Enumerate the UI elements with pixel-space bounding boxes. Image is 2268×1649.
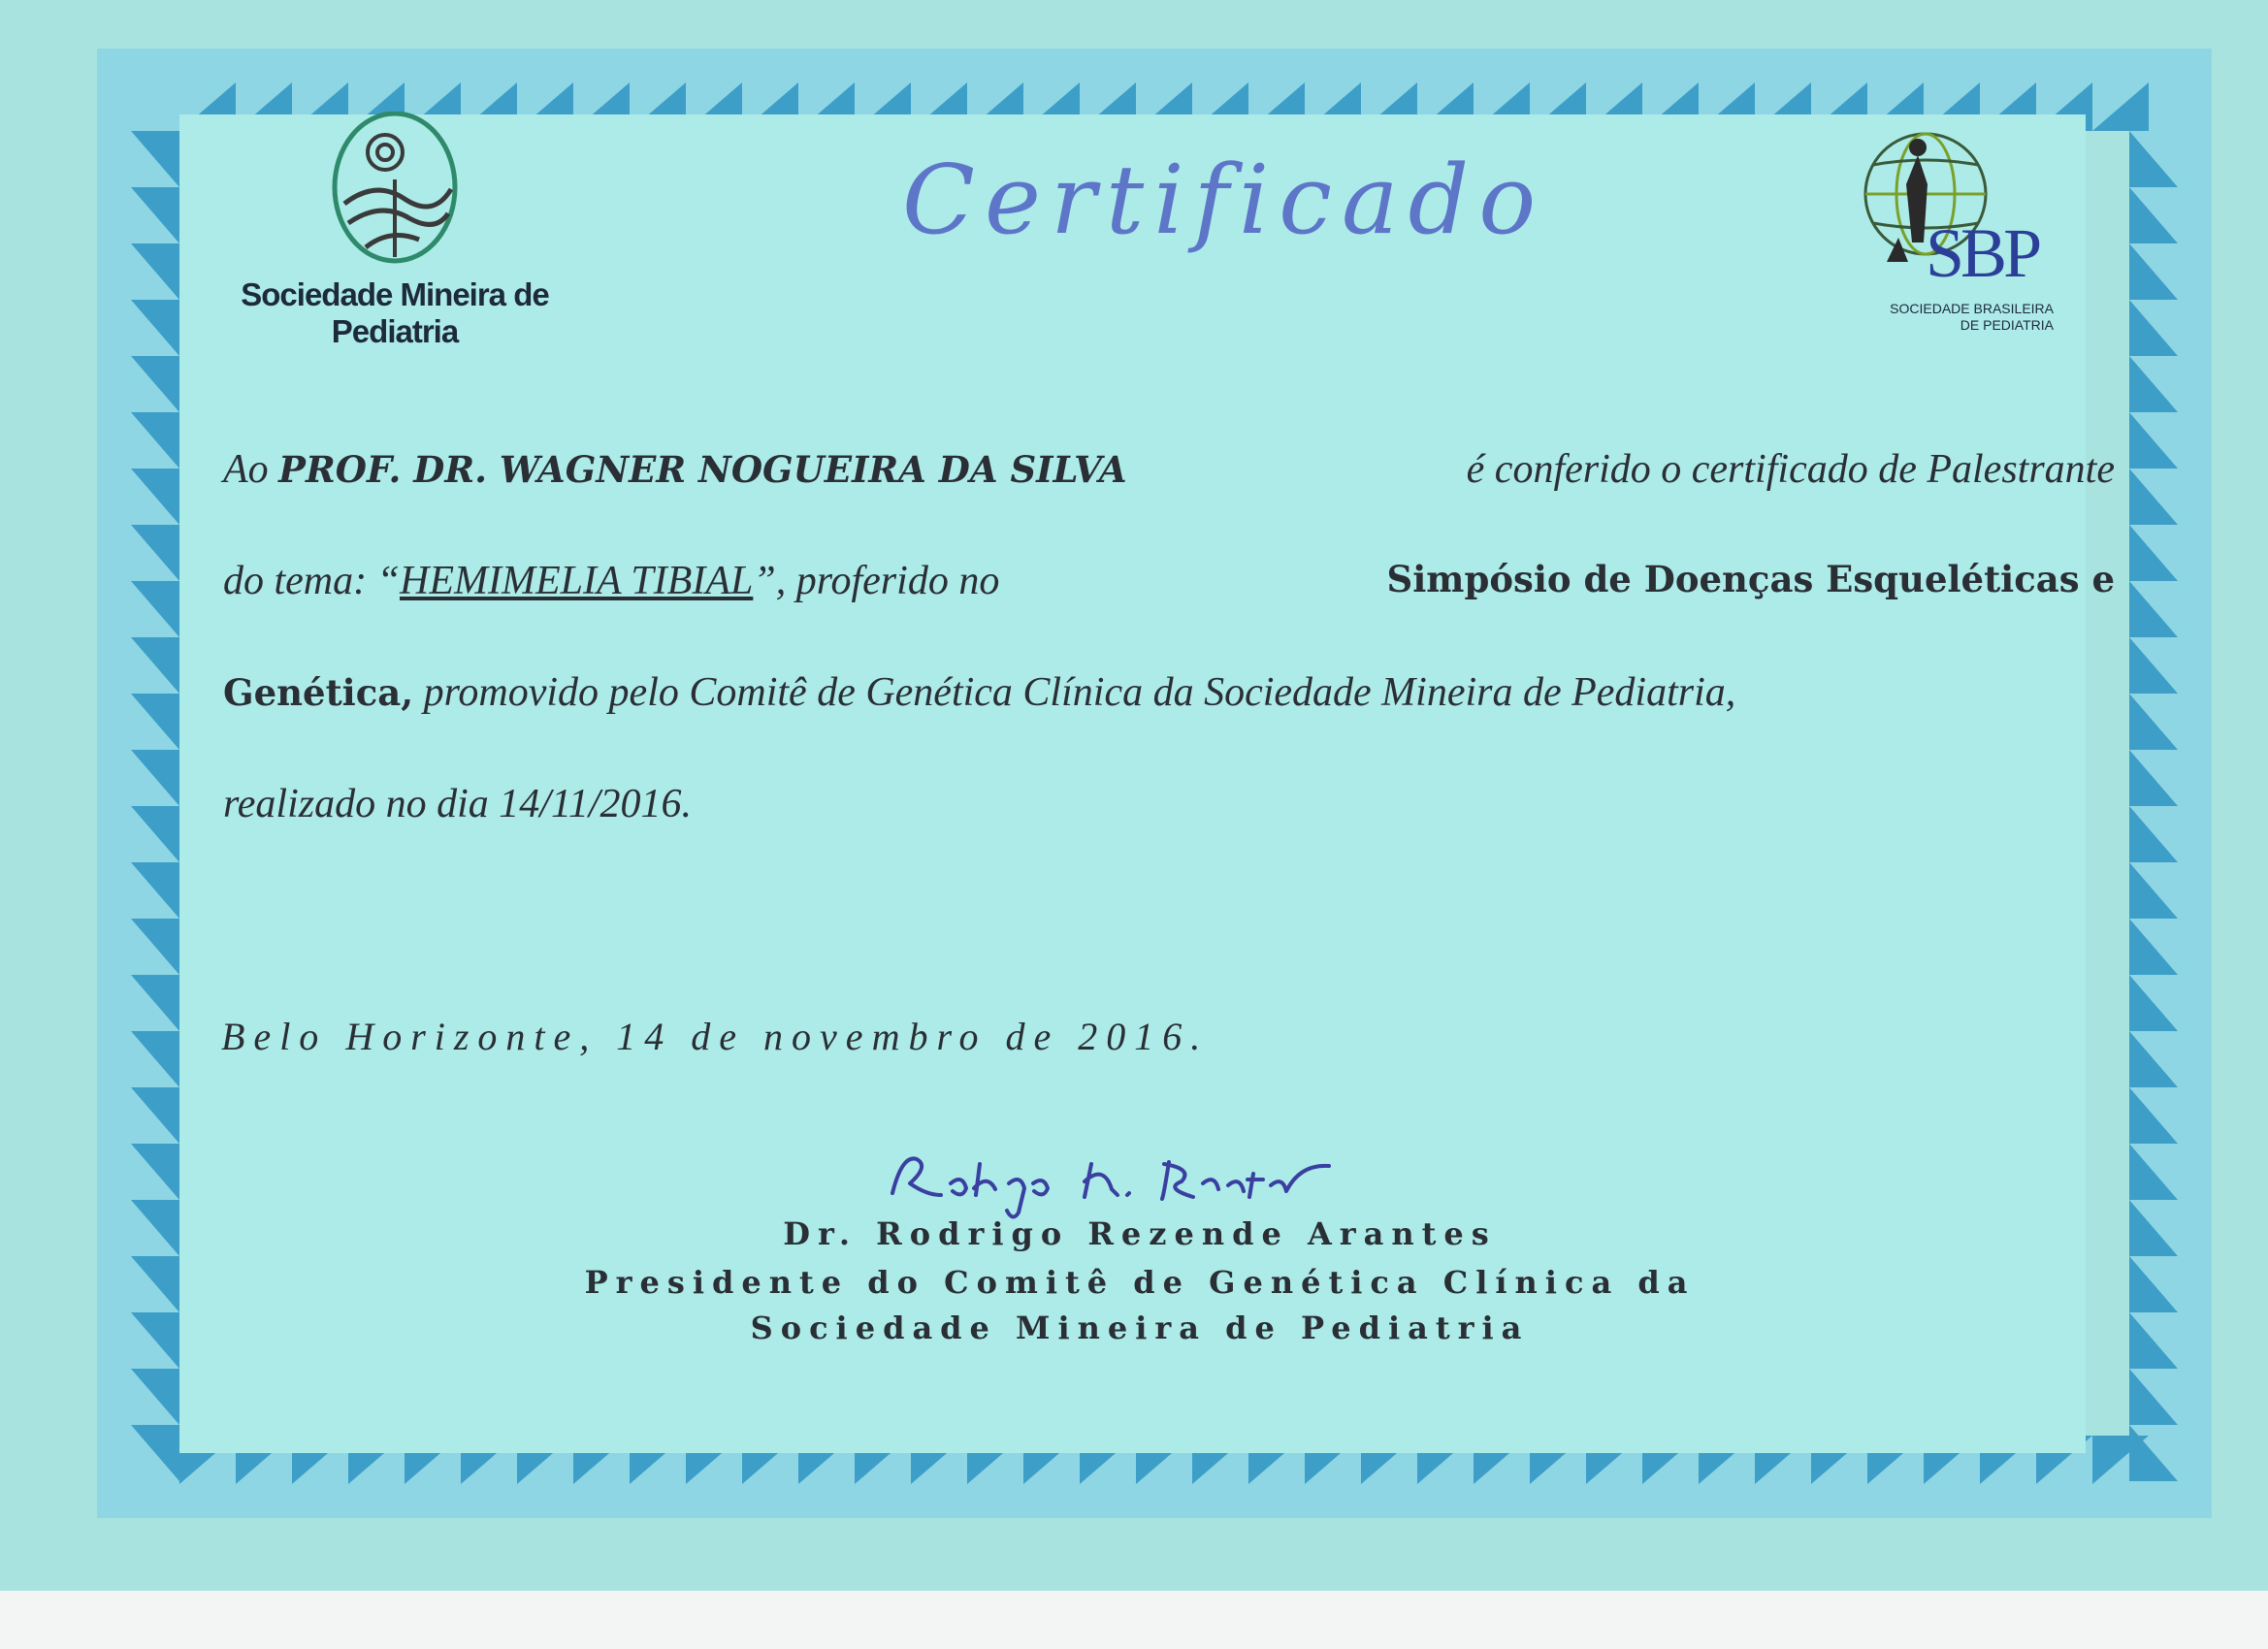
body-line-3	[223, 669, 2115, 716]
sbp-logo-abbr: SBP	[1926, 214, 2039, 292]
sbp-caption-line-2: DE PEDIATRIA	[1960, 317, 2054, 333]
place-and-date: Belo Horizonte, 14 de novembro de 2016.	[221, 1015, 1210, 1058]
sbp-logo	[1848, 126, 2071, 340]
award-phrase: é conferido o certificado de Palestrante	[1466, 447, 2115, 492]
sbp-logo-caption	[1860, 301, 2054, 334]
event-name: Simpósio de Doenças Esqueléticas e	[1386, 558, 2115, 600]
smp-logo	[230, 112, 560, 349]
event-name-end: Genética,	[223, 671, 414, 714]
body-line-2-start	[223, 558, 999, 604]
body-line-4: realizado no dia 14/11/2016.	[223, 782, 692, 826]
body-line-1	[223, 446, 2115, 493]
signer-role-line-2: Sociedade Mineira de Pediatria	[750, 1310, 1530, 1346]
body-line-1-start	[223, 446, 1127, 493]
greeting-prefix: Ao	[223, 447, 269, 492]
topic-suffix: ”, proferido no	[753, 559, 1000, 603]
signer-role-line-1: Presidente do Comitê de Genética Clínica da	[584, 1264, 1696, 1301]
lecture-topic: HEMIMELIA TIBIAL	[400, 559, 754, 603]
body-line-2	[223, 558, 2115, 604]
signer-name: Dr. Rodrigo Rezende Arantes	[783, 1215, 1497, 1252]
smp-emblem-icon	[327, 112, 463, 267]
certificate-title: Certificado	[902, 146, 1546, 256]
organizer-phrase: promovido pelo Comitê de Genética Clínica da Sociedade Mineira de Pediatria,	[423, 670, 1736, 715]
smp-logo-caption: Sociedade Mineira de Pediatria	[241, 276, 549, 349]
recipient-name: PROF. DR. WAGNER NOGUEIRA DA SILVA	[278, 448, 1127, 491]
topic-prefix: do tema: “	[223, 559, 400, 603]
scan-margin	[0, 1591, 2268, 1649]
sbp-caption-line-1: SOCIEDADE BRASILEIRA	[1890, 301, 2054, 316]
